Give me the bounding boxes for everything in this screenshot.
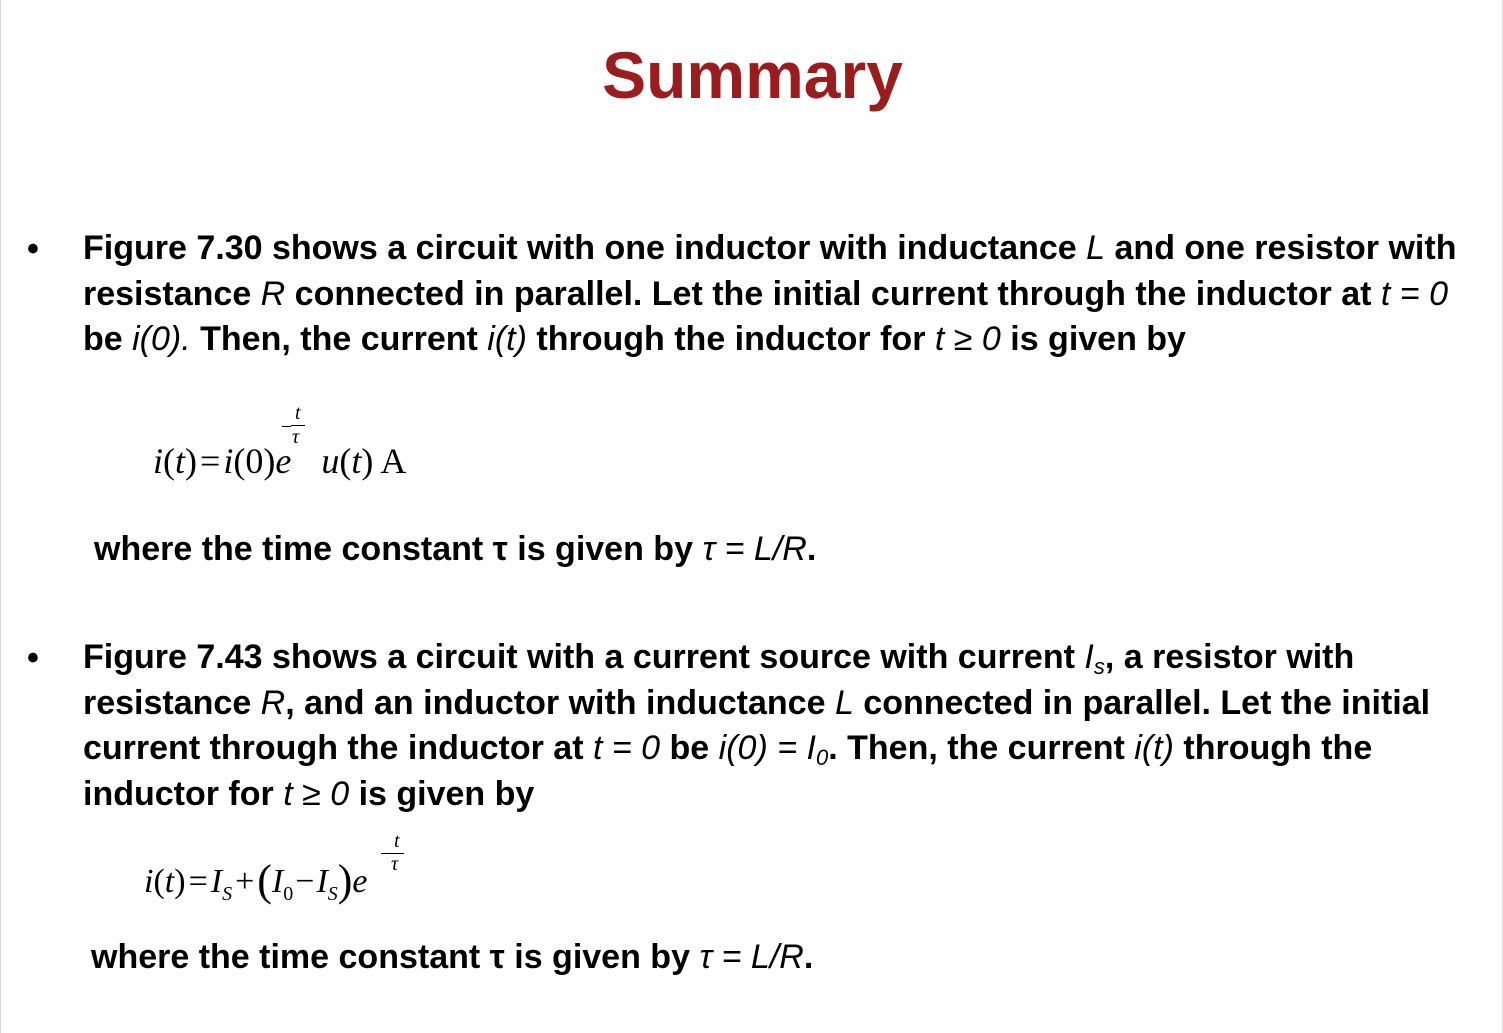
figure-ref: Figure 7.43 <box>83 638 263 676</box>
time-constant-note-2: where the time constant τ is given by τ = L/R. <box>91 938 814 976</box>
figure-ref: Figure 7.30 <box>83 229 263 267</box>
bullet-2-text: Figure 7.43 shows a circuit with a current source with current $I_s$, a resistor with resistance R, and an inductor with inductance L connected in parallel. Let the initial current through the inductor at t = 0 be $i(0) = I_0$. Then, the current i(t) through the inductor for t ≥ 0 is given by <box>83 638 1431 813</box>
time-constant-note-1: where the time constant τ is given by τ = L/R. <box>94 530 817 568</box>
bullet-1-text: Figure 7.30 shows a circuit with one inductor with inductance L and one resistor with resistance R connected in parallel. Let the initial current through the inductor at t = 0 be i(0). Then, the current i(t) through the inductor for t ≥ 0 is given by <box>83 229 1457 358</box>
equation-1: i(t)=i(0)e u(t) A t − τ <box>153 402 407 481</box>
bullet-marker: • <box>27 230 39 268</box>
slide-title: Summary <box>602 38 903 112</box>
equation-2: $i(t)=I_S+(I_0-I_S)e$ t − τ <box>144 855 368 906</box>
bullet-marker: • <box>27 639 39 677</box>
